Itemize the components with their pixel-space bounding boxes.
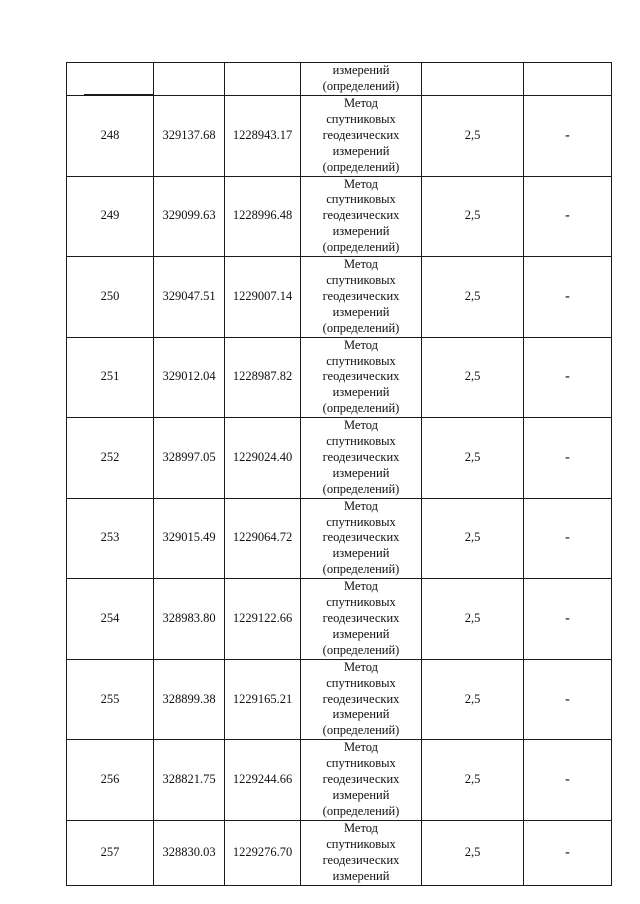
method-line: спутниковых [326, 272, 396, 287]
method-line: Метод [343, 498, 379, 513]
method-line: спутниковых [326, 836, 396, 851]
method-line: Метод [343, 820, 379, 835]
cell-method [301, 96, 422, 177]
cell-x-coordinate: 329047.51 [154, 257, 225, 338]
cell-x-coordinate: 329012.04 [154, 337, 225, 418]
cell-x-coordinate: 328899.38 [154, 659, 225, 740]
note-dash: - [565, 691, 570, 707]
method-line: измерений [332, 707, 390, 722]
cell-point-number: 256 [67, 740, 154, 821]
coordinates-table [66, 62, 612, 886]
method-line: геодезических [322, 691, 400, 706]
table-body [67, 63, 612, 886]
table-row [67, 96, 612, 177]
cell-method [301, 820, 422, 885]
method-line: измерений [332, 224, 390, 239]
method-line: геодезических [322, 852, 400, 867]
method-line: геодезических [322, 369, 400, 384]
cell-method [301, 579, 422, 660]
cell-accuracy: 2,5 [422, 176, 524, 257]
method-line: спутниковых [326, 353, 396, 368]
method-line: измерений [332, 304, 390, 319]
cell-accuracy: 2,5 [422, 418, 524, 499]
note-dash: - [565, 127, 570, 143]
method-line: (определений) [322, 803, 400, 818]
cell-accuracy: 2,5 [422, 659, 524, 740]
method-line: измерений [332, 385, 390, 400]
cell-y-coordinate: 1229165.21 [225, 659, 301, 740]
method-line: (определений) [322, 401, 400, 416]
table-row [67, 820, 612, 885]
note-dash: - [565, 611, 570, 626]
table-row [67, 257, 612, 338]
method-line: спутниковых [326, 514, 396, 529]
cell-note [524, 418, 612, 499]
cell-accuracy: 2,5 [422, 740, 524, 821]
cell-note [524, 176, 612, 257]
note-dash: - [565, 288, 570, 304]
cell-accuracy: 2,5 [422, 820, 524, 885]
table-row [67, 740, 612, 821]
method-line: спутниковых [326, 111, 396, 126]
cell-y-coordinate: 1229064.72 [225, 498, 301, 579]
cell-note [524, 63, 612, 96]
cell-y-coordinate: 1228996.48 [225, 176, 301, 257]
cell-method [301, 176, 422, 257]
cell-x-coordinate: 329137.68 [154, 96, 225, 177]
cell-point-number: 255 [67, 659, 154, 740]
method-line: геодезических [322, 772, 400, 787]
cell-note [524, 337, 612, 418]
method-line: спутниковых [326, 192, 396, 207]
method-line: спутниковых [326, 434, 396, 449]
table-row [67, 176, 612, 257]
cell-point-number: 251 [67, 337, 154, 418]
cell-point-number: 253 [67, 498, 154, 579]
cell-x-coordinate: 329015.49 [154, 498, 225, 579]
cell-point-number [67, 63, 154, 96]
method-line: (определений) [322, 562, 400, 577]
method-line: (определений) [322, 240, 400, 255]
table-row [67, 418, 612, 499]
cell-accuracy: 2,5 [422, 337, 524, 418]
table-row [67, 579, 612, 660]
cell-accuracy: 2,5 [422, 498, 524, 579]
cell-accuracy: 2,5 [422, 257, 524, 338]
method-line: измерений [332, 546, 390, 561]
cell-x-coordinate [154, 63, 225, 96]
cell-accuracy: 2,5 [422, 96, 524, 177]
cell-method [301, 498, 422, 579]
method-line: измерений [332, 465, 390, 480]
method-line: (определений) [322, 481, 400, 496]
method-line: Метод [343, 659, 379, 674]
cell-accuracy [422, 63, 524, 96]
method-line: измерений [332, 868, 390, 883]
cell-accuracy: 2,5 [422, 579, 524, 660]
cell-y-coordinate [225, 63, 301, 96]
table-row [67, 498, 612, 579]
cell-x-coordinate: 329099.63 [154, 176, 225, 257]
note-dash: - [565, 208, 570, 224]
cell-x-coordinate: 328830.03 [154, 820, 225, 885]
cell-method [301, 740, 422, 821]
note-dash: - [565, 844, 570, 860]
cell-note [524, 820, 612, 885]
cell-y-coordinate: 1229244.66 [225, 740, 301, 821]
note-dash: - [565, 449, 570, 465]
method-line: Метод [343, 740, 379, 755]
table-row-continued [67, 63, 612, 96]
cell-method [301, 659, 422, 740]
cell-method [301, 257, 422, 338]
note-dash: - [565, 530, 570, 546]
table-row [67, 659, 612, 740]
cell-note [524, 96, 612, 177]
method-line: спутниковых [326, 595, 396, 610]
method-line: измерений [332, 787, 390, 802]
method-line: Метод [343, 257, 379, 272]
cell-point-number: 250 [67, 257, 154, 338]
method-line: геодезических [322, 208, 400, 223]
method-line: измерений [332, 626, 390, 641]
cell-y-coordinate: 1229007.14 [225, 257, 301, 338]
method-line: измерений [332, 143, 390, 158]
method-line: (определений) [322, 723, 400, 738]
table-row [67, 337, 612, 418]
cell-point-number: 252 [67, 418, 154, 499]
cell-note [524, 659, 612, 740]
cell-method [301, 63, 422, 96]
method-line: Метод [343, 418, 379, 433]
note-dash: - [565, 772, 570, 788]
cell-x-coordinate: 328997.05 [154, 418, 225, 499]
cell-note [524, 579, 612, 660]
method-line: измерений [332, 63, 390, 78]
method-line: спутниковых [326, 756, 396, 771]
method-line: геодезических [322, 127, 400, 142]
cell-x-coordinate: 328821.75 [154, 740, 225, 821]
method-line: Метод [343, 96, 379, 110]
method-line: геодезических [322, 449, 400, 464]
cell-point-number: 257 [67, 820, 154, 885]
cell-y-coordinate: 1228943.17 [225, 96, 301, 177]
method-line: (определений) [322, 159, 400, 174]
cell-note [524, 740, 612, 821]
method-line: (определений) [322, 642, 400, 657]
cell-point-number: 248 [67, 96, 154, 177]
cell-point-number: 254 [67, 579, 154, 660]
row-divider [84, 94, 154, 95]
cell-method [301, 337, 422, 418]
method-line: Метод [343, 337, 379, 352]
note-dash: - [565, 369, 570, 385]
cell-y-coordinate: 1229122.66 [225, 579, 301, 660]
cell-y-coordinate: 1229024.40 [225, 418, 301, 499]
method-line: (определений) [322, 320, 400, 335]
cell-y-coordinate: 1228987.82 [225, 337, 301, 418]
cell-y-coordinate: 1229276.70 [225, 820, 301, 885]
cell-note [524, 498, 612, 579]
cell-note [524, 257, 612, 338]
method-line: спутниковых [326, 675, 396, 690]
method-line: Метод [343, 579, 379, 594]
method-line: (определений) [322, 79, 400, 94]
method-line: геодезических [322, 288, 400, 303]
cell-point-number: 249 [67, 176, 154, 257]
cell-x-coordinate: 328983.80 [154, 579, 225, 660]
method-line: Метод [343, 176, 379, 191]
cell-method [301, 418, 422, 499]
method-line: геодезических [322, 611, 400, 625]
method-line: геодезических [322, 530, 400, 545]
